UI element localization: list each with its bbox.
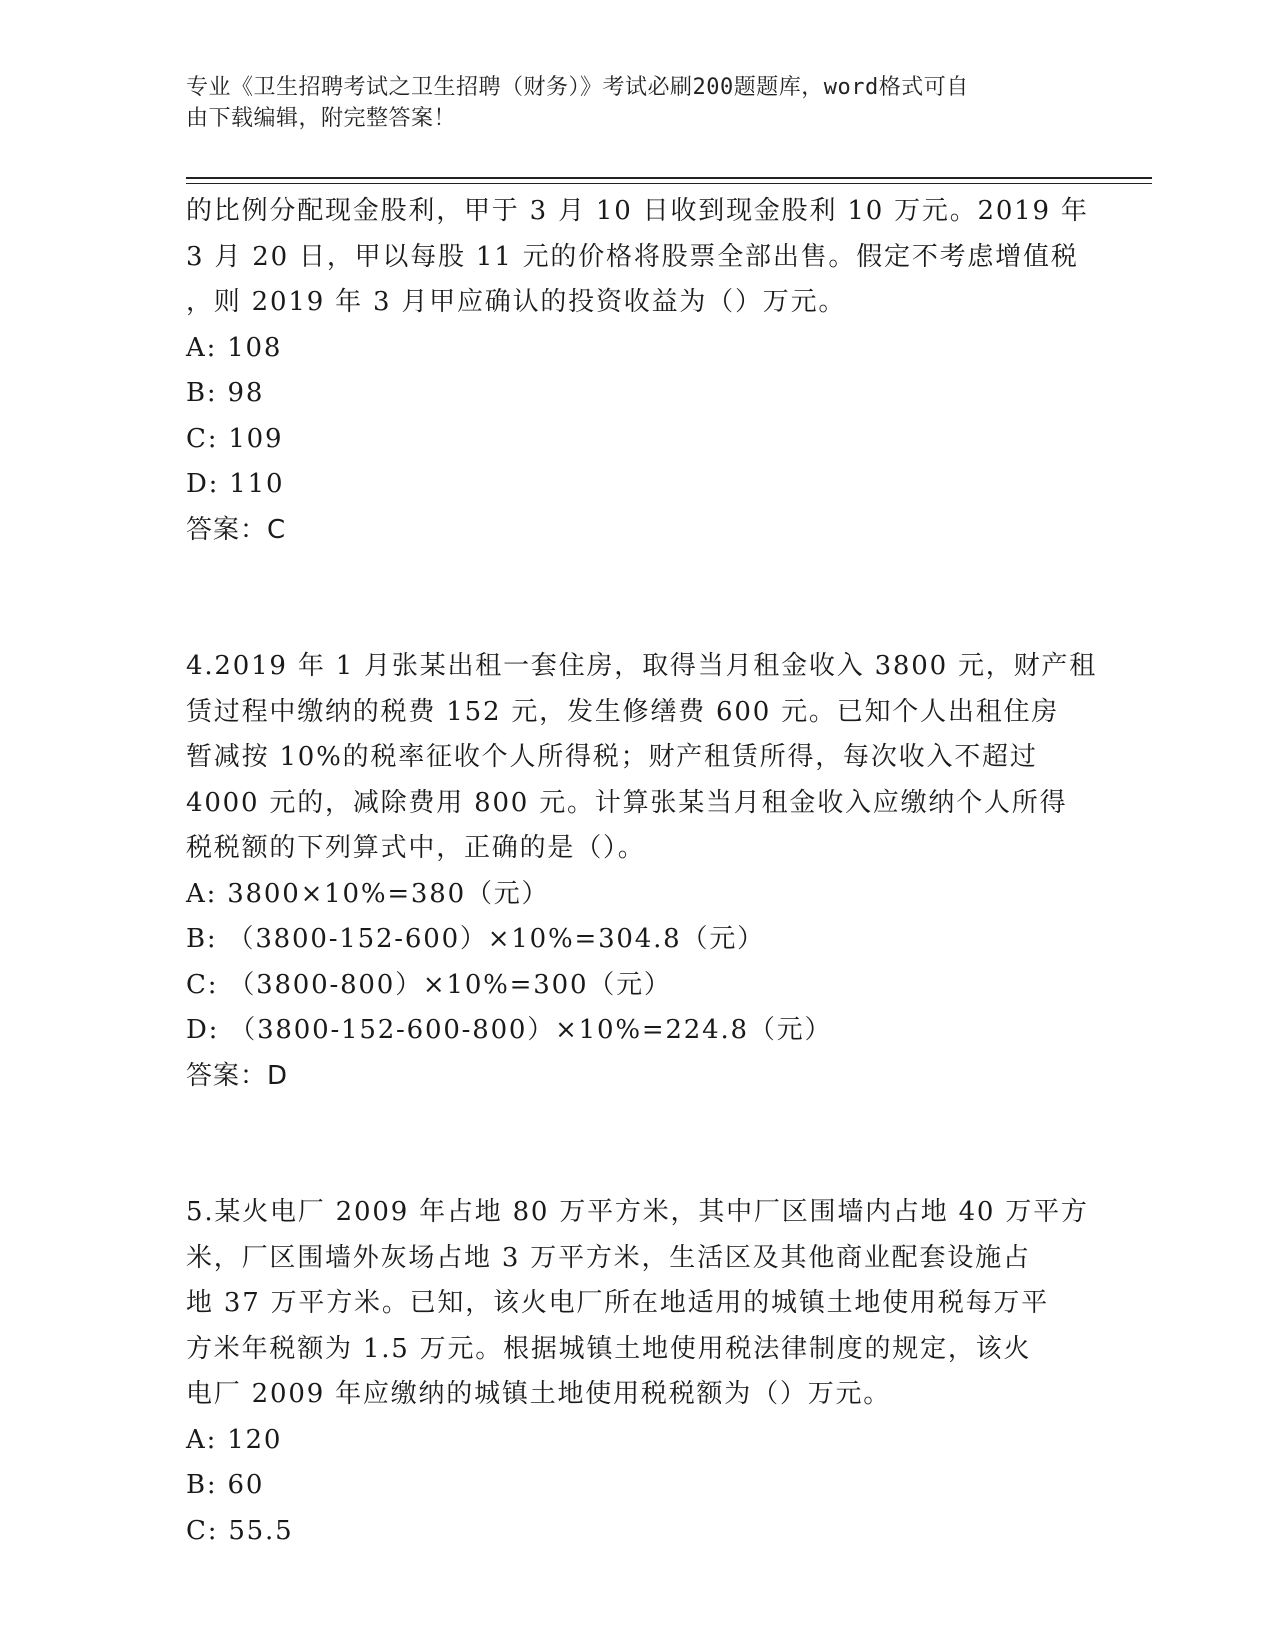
question-5-option-a: A: 120	[186, 1424, 283, 1455]
question-4-line: 4.2019 年 1 月张某出租一套住房，取得当月租金收入 3800 元，财产租	[186, 651, 1098, 681]
question-4-line: 暂减按 10%的税率征收个人所得税；财产租赁所得，每次收入不超过	[186, 742, 1038, 772]
question-3-option-d: D: 110	[186, 469, 285, 499]
question-5-line: 方米年税额为 1.5 万元。根据城镇土地使用税法律制度的规定，该火	[186, 1333, 1032, 1364]
question-5-line: 米，厂区围墙外灰场占地 3 万平方米，生活区及其他商业配套设施占	[186, 1242, 1031, 1273]
question-4-line: 赁过程中缴纳的税费 152 元，发生修缮费 600 元。已知个人出租住房	[186, 696, 1060, 727]
question-3-answer: 答案：C	[186, 514, 287, 545]
document-body	[186, 189, 1098, 1554]
question-4-option-b: B: （3800-152-600）×10%=304.8（元）	[186, 924, 765, 954]
header-rule-thick	[186, 177, 1152, 179]
question-4-line: 4000 元的，减除费用 800 元。计算张某当月租金收入应缴纳个人所得	[186, 787, 1068, 818]
question-5-line: 电厂 2009 年应缴纳的城镇土地使用税税额为（）万元。	[186, 1379, 892, 1409]
spacer	[186, 553, 1086, 644]
question-4-line: 税税额的下列算式中，正确的是（）。	[186, 833, 646, 863]
question-3-line: ，则 2019 年 3 月甲应确认的投资收益为（）万元。	[186, 287, 847, 317]
question-4-option-c: C: （3800-800）×10%=300（元）	[186, 969, 672, 1000]
document-header	[186, 72, 1066, 134]
question-3-line: 的比例分配现金股利，甲于 3 月 10 日收到现金股利 10 万元。2019 年	[186, 196, 1089, 226]
question-5	[186, 1190, 1089, 1554]
question-3-line: 3 月 20 日，甲以每股 11 元的价格将股票全部出售。假定不考虑增值税	[186, 241, 1079, 272]
question-4-answer: 答案：D	[186, 1060, 289, 1091]
question-4-option-a: A: 3800×10%=380（元）	[186, 878, 550, 909]
question-3	[186, 189, 1089, 553]
question-3-option-a: A: 108	[186, 332, 283, 363]
header-line-1: 专业《卫生招聘考试之卫生招聘（财务）》考试必刷200题题库，word格式可自	[186, 75, 969, 100]
question-3-option-c: C: 109	[186, 423, 284, 454]
question-5-line: 5.某火电厂 2009 年占地 80 万平方米，其中厂区围墙内占地 40 万平方	[186, 1197, 1089, 1227]
spacer	[186, 1099, 1086, 1190]
question-3-option-b: B: 98	[186, 378, 265, 408]
question-4	[186, 644, 1098, 1099]
question-5-line: 地 37 万平方米。已知，该火电厂所在地适用的城镇土地使用税每万平	[186, 1288, 1050, 1318]
question-5-option-c: C: 55.5	[186, 1515, 294, 1546]
header-line-2: 由下载编辑，附完整答案！	[186, 106, 457, 131]
header-rule-thin	[186, 183, 1152, 184]
question-4-option-d: D: （3800-152-600-800）×10%=224.8（元）	[186, 1015, 833, 1045]
question-5-option-b: B: 60	[186, 1470, 265, 1500]
